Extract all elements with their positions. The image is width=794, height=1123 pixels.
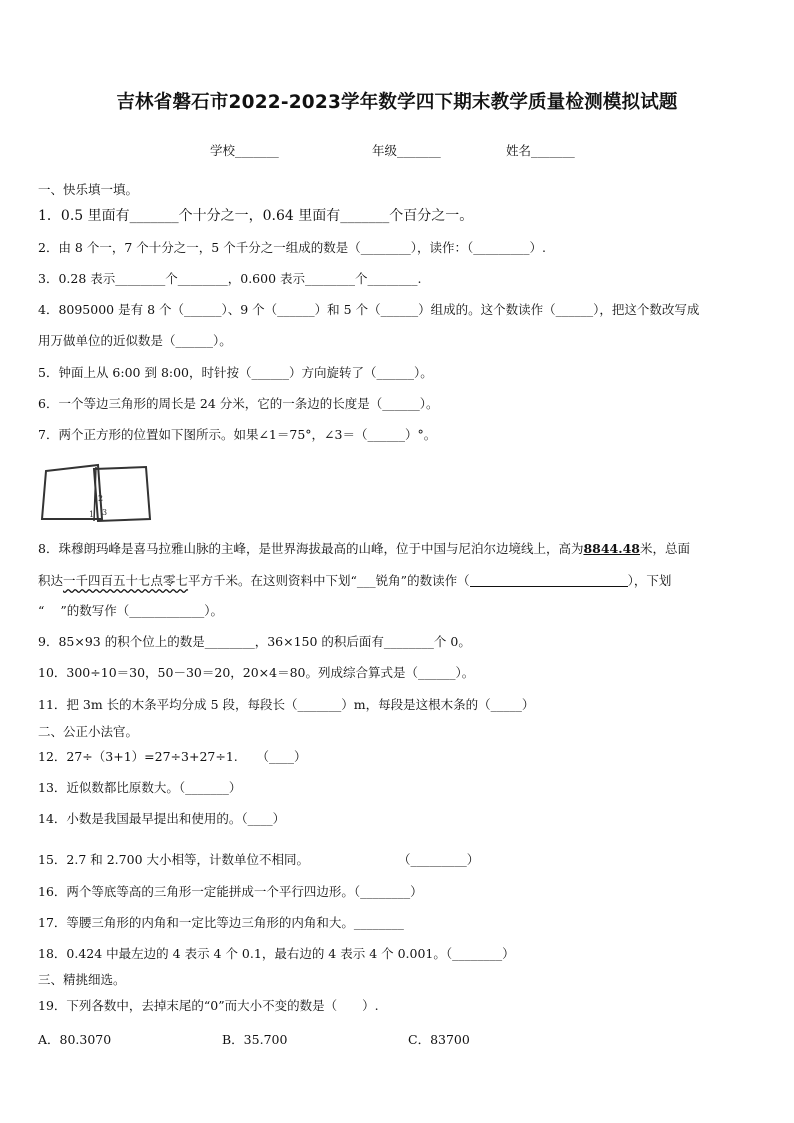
angle-label-3: 3 <box>102 508 108 517</box>
question-13: 13．近似数都比原数大。（_______） <box>38 780 242 795</box>
angle-label-2: 2 <box>98 494 104 503</box>
name-field: 姓名_______ <box>506 143 575 158</box>
q8-text-start: 8．珠穆朗玛峰是喜马拉雅山脉的主峰，是世界海拔最高的山峰，位于中国与尼泊尔边境线上，高为 <box>38 541 584 556</box>
q8-wavy-mark <box>44 603 60 619</box>
question-16: 16．两个等底等高的三角形一定能拼成一个平行四边形。（________） <box>38 884 423 899</box>
two-squares-figure <box>36 459 156 525</box>
question-18: 18．0.424 中最左边的 4 表示 4 个 0.1，最右边的 4 表示 4 个 0.001。（________） <box>38 946 515 961</box>
section-heading-2: 二、公正小法官。 <box>38 724 139 739</box>
question-8-line-3 <box>38 603 223 619</box>
question-9: 9．85×93 的积个位上的数是________，36×150 的积后面有________个 0。 <box>38 634 471 649</box>
question-2: 2．由 8 个一，7 个十分之一，5 个千分之一组成的数是（________），读作：（_________）. <box>38 240 546 255</box>
question-10: 10．300÷10＝30，50－30＝20，20×4＝80。列成综合算式是（______）。 <box>38 665 475 680</box>
option-a: A．80.3070 <box>38 1032 112 1047</box>
q8-answer-blank <box>470 572 628 587</box>
question-3: 3．0.28 表示________个________，0.600 表示________个________. <box>38 271 422 286</box>
question-8-line-2 <box>38 572 671 589</box>
question-6: 6．一个等边三角形的周长是 24 分米，它的一条边的长度是（______）。 <box>38 396 439 411</box>
q8-line3-b: ”的数写作（____________）。 <box>60 603 224 618</box>
q8-line3-a: “ <box>38 603 45 618</box>
question-5: 5．钟面上从 6:00 到 8:00，时针按（______）方向旋转了（______）。 <box>38 365 433 380</box>
question-8-line-1 <box>38 541 690 557</box>
option-c: C．83700 <box>408 1032 470 1047</box>
question-4-line-2: 用万做单位的近似数是（______）。 <box>38 333 232 348</box>
section-heading-3: 三、精挑细选。 <box>38 972 126 987</box>
q8-underlined-number: 8844.48 <box>583 541 641 556</box>
q8-text-end: 米，总面 <box>640 541 691 556</box>
question-15-answer-blank: （_________） <box>398 852 480 867</box>
grade-field: 年级_______ <box>372 143 441 158</box>
question-1: 1．0.5 里面有_______个十分之一，0.64 里面有_______个百分之一。 <box>38 208 474 224</box>
option-b: B．35.700 <box>222 1032 288 1047</box>
question-14: 14．小数是我国最早提出和使用的。（____） <box>38 811 286 826</box>
question-17: 17．等腰三角形的内角和一定比等边三角形的内角和大。________ <box>38 915 404 930</box>
angle-label-1: 1 <box>89 510 95 519</box>
q8-line2-c: ），下划 <box>627 573 672 588</box>
q8-wavy-number: 一千四百五十七点零七 <box>63 573 189 588</box>
question-4-line-1: 4．8095000 是有 8 个（______）、9 个（______）和 5 个（______）组成的。这个数读作（______），把这个数改写成 <box>38 302 700 317</box>
page-title: 吉林省磐石市2022-2023学年数学四下期末教学质量检测模拟试题 <box>116 92 678 113</box>
section-heading-1: 一、快乐填一填。 <box>38 182 139 197</box>
question-11: 11．把 3m 长的木条平均分成 5 段，每段长（_______）m，每段是这根木条的（_____） <box>38 697 535 712</box>
q8-line2-a: 积达 <box>38 573 64 588</box>
question-19: 19．下列各数中，去掉末尾的“0”而大小不变的数是（ ）. <box>38 998 379 1013</box>
q8-line2-b: 平方千米。在这则资料中下划“___锐角”的数读作（ <box>188 573 470 588</box>
school-field: 学校_______ <box>210 143 279 158</box>
question-7: 7．两个正方形的位置如下图所示。如果∠1＝75°，∠3＝（______）°。 <box>38 427 437 442</box>
question-15: 15．2.7 和 2.700 大小相等，计数单位不相同。 <box>38 852 309 867</box>
question-12: 12．27÷（3+1）=27÷3+27÷1. （____） <box>38 749 307 764</box>
